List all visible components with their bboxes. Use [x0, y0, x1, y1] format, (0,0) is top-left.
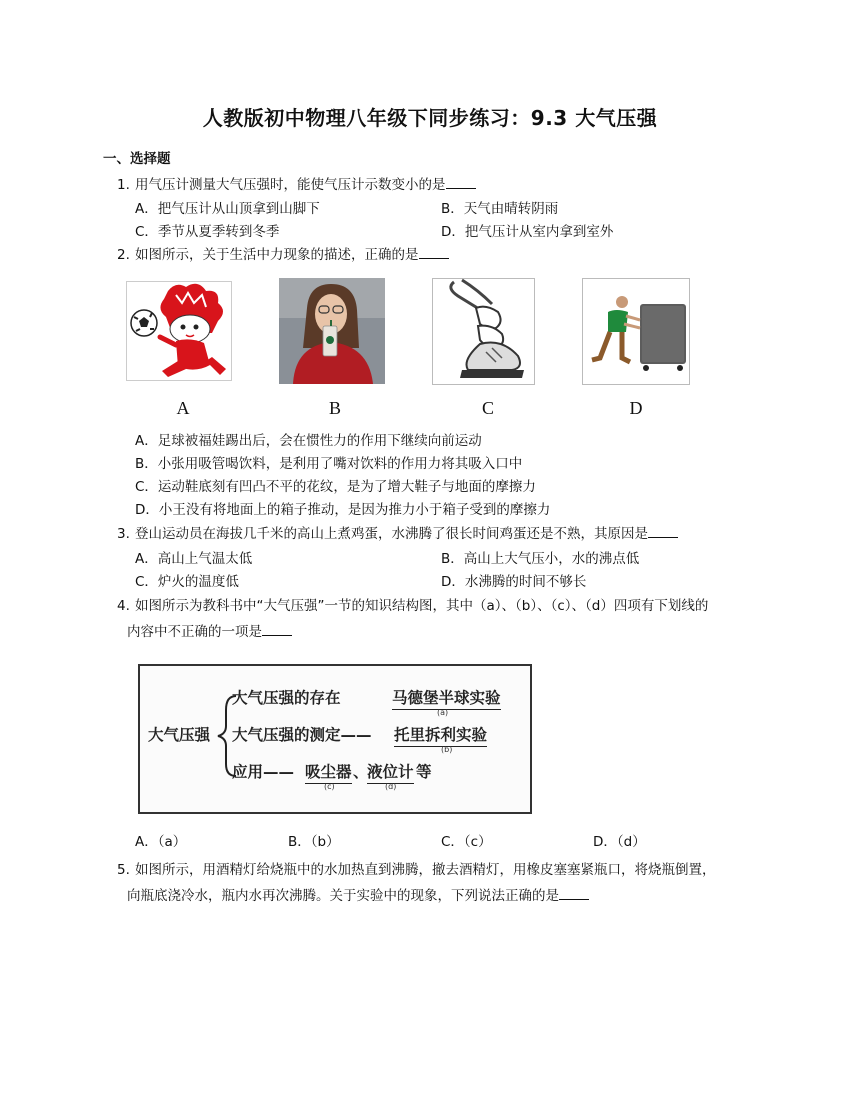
answer-blank: [419, 244, 449, 259]
image-label-b: B: [328, 398, 341, 418]
diagram-tag-b: (b): [441, 745, 453, 754]
diagram-branch-existence: 大气压强的存在: [232, 689, 341, 707]
diagram-tag-c: (c): [324, 782, 335, 791]
diagram-item-level-gauge: 液位计: [367, 760, 414, 784]
option-d: D．把气压计从室内拿到室外: [441, 224, 614, 240]
drinking-photo-illustration: [279, 278, 385, 384]
image-d-pushing-box: [582, 278, 690, 385]
option-a: A．足球被福娃踢出后，会在惯性力的作用下继续向前运动: [135, 433, 482, 449]
section-heading: 一、选择题: [103, 151, 171, 167]
page-title: 人教版初中物理八年级下同步练习：9.3 大气压强: [202, 106, 658, 130]
option-b: B．天气由晴转阴雨: [441, 201, 559, 217]
question-stem-line-2: 向瓶底浇冷水，瓶内水再次沸腾。关于实验中的现象，下列说法正确的是: [127, 888, 559, 904]
question-2: [117, 243, 449, 268]
option-a: A．（a）: [135, 834, 187, 850]
fuwa-illustration: [126, 281, 232, 381]
diagram-tag-d: (d): [385, 782, 397, 791]
image-b-drinking-straw: [279, 278, 385, 384]
question-stem-line-1: 如图所示为教科书中“大气压强”一节的知识结构图，其中（a）、（b）、（c）、（d）四项有下划线的: [135, 598, 709, 614]
diagram-tag-a: (a): [437, 708, 449, 717]
question-stem: 如图所示，关于生活中力现象的描述，正确的是: [135, 247, 419, 263]
diagram-branch-application: 应用——: [232, 763, 295, 781]
option-a: A．把气压计从山顶拿到山脚下: [135, 201, 320, 217]
image-label-a: A: [176, 398, 190, 418]
option-b: B．小张用吸管喝饮料，是利用了嘴对饮料的作用力将其吸入口中: [135, 456, 523, 472]
option-a: A．高山上气温太低: [135, 551, 253, 567]
diagram-root: 大气压强: [148, 726, 211, 744]
shoe-illustration: [432, 278, 535, 385]
question-number: 3.: [117, 526, 130, 542]
question-number: 5.: [117, 862, 130, 878]
diagram-item-magdeburg: 马德堡半球实验: [392, 686, 501, 710]
diagram-item-end: 等: [416, 763, 432, 781]
option-b: B．高山上大气压小，水的沸点低: [441, 551, 640, 567]
question-stem-line-1: 如图所示，用酒精灯给烧瓶中的水加热直到沸腾，撤去酒精灯，用橡皮塞塞紧瓶口，将烧瓶倒置，: [135, 862, 716, 878]
option-d: D．小王没有将地面上的箱子推动，是因为推力小于箱子受到的摩擦力: [135, 502, 551, 518]
question-stem: 用气压计测量大气压强时，能使气压计示数变小的是: [135, 177, 446, 193]
question-stem-line-2: 内容中不正确的一项是: [127, 624, 262, 640]
question-number: 2.: [117, 247, 130, 263]
question-5: [117, 858, 716, 883]
answer-blank: [559, 885, 589, 900]
question-3: [117, 522, 678, 547]
answer-blank: [648, 523, 678, 538]
question-1: [117, 173, 476, 198]
knowledge-structure-diagram: [138, 664, 532, 814]
image-a-fuwa-kicking-ball: [126, 281, 232, 381]
question-stem: 登山运动员在海拔几千米的高山上煮鸡蛋，水沸腾了很长时间鸡蛋还是不熟，其原因是: [135, 526, 648, 542]
option-c: C．（c）: [441, 834, 492, 850]
option-d: D．水沸腾的时间不够长: [441, 574, 587, 590]
question-number: 1.: [117, 177, 130, 193]
diagram-branch-measurement: 大气压强的测定——: [232, 726, 372, 744]
option-c: C．季节从夏季转到冬季: [135, 224, 280, 240]
image-label-d: D: [629, 398, 643, 418]
question-number: 4.: [117, 598, 130, 614]
option-b: B．（b）: [288, 834, 340, 850]
image-label-c: C: [481, 398, 494, 418]
option-c: C．运动鞋底刻有凹凸不平的花纹，是为了增大鞋子与地面的摩擦力: [135, 479, 536, 495]
diagram-separator: 、: [353, 763, 369, 781]
option-c: C．炉火的温度低: [135, 574, 239, 590]
diagram-item-torricelli: 托里拆利实验: [394, 723, 487, 747]
answer-blank: [262, 621, 292, 636]
question-4: [117, 594, 708, 619]
image-c-shoe-sole: [432, 278, 535, 385]
pushing-illustration: [582, 278, 690, 385]
diagram-item-vacuum-cleaner: 吸尘器: [305, 760, 352, 784]
answer-blank: [446, 174, 476, 189]
question-5-line-2: [127, 884, 589, 909]
option-d: D．（d）: [593, 834, 646, 850]
question-4-line-2: [127, 620, 292, 645]
